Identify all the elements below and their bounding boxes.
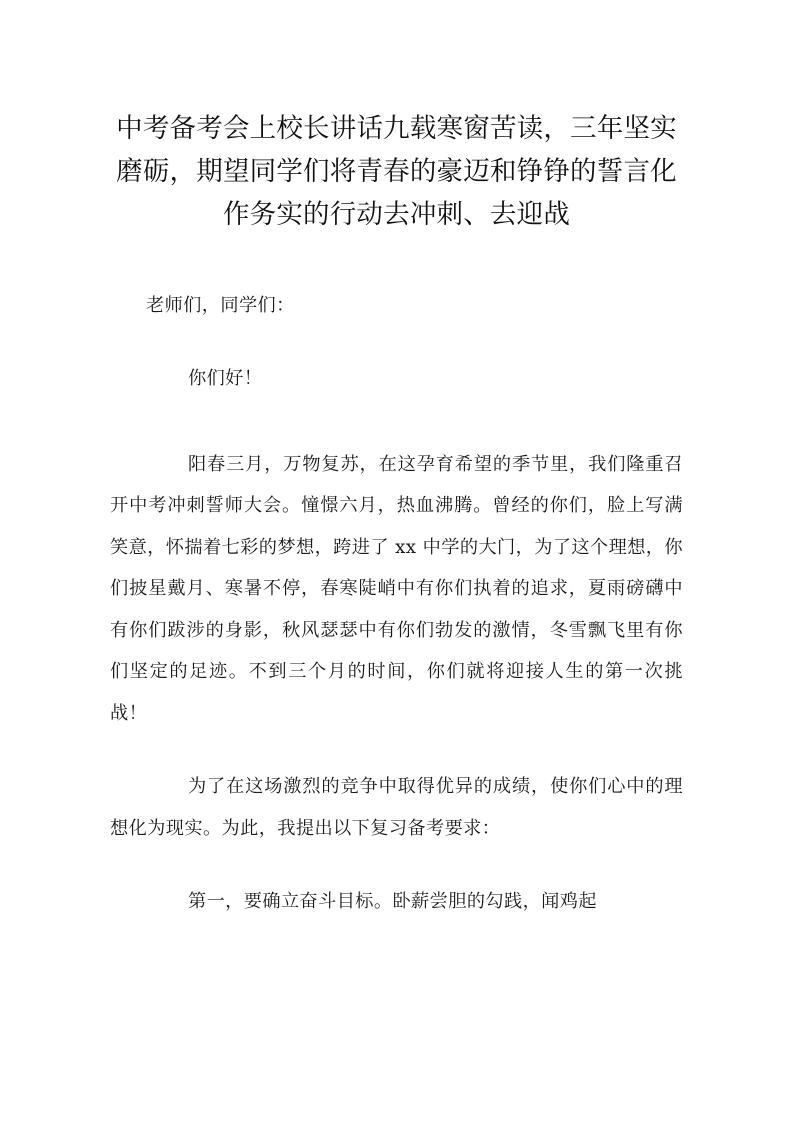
paragraph-salutation: 老师们，同学们： [146,294,295,316]
paragraph-spacer [110,752,683,766]
paragraph-body-3: 第一，要确立奋斗目标。卧薪尝胆的勾践，闻鸡起 [188,891,597,913]
page-title: 中考备考会上校长讲话九载寒窗苦读，三年坚实磨砺，期望同学们将青春的豪迈和铮铮的誓言化作务实的行动去冲刺、去迎战 [116,113,677,230]
paragraph-body-1: 阳春三月，万物复苏，在这孕育希望的季节里，我们隆重召开中考冲刺誓师大会。憧憬六月，热血沸腾。曾经的你们，脸上写满笑意，怀揣着七彩的梦想，跨进了 xx 中学的大门，为了这个理想，你们披星戴月、寒暑不停，春寒陡峭中有你们执着的追求，夏雨磅礴中有你们跋涉的身影，秋风瑟瑟中有你们勃发的激情，冬雪飘飞里有你们坚定的足迹。不到三个月的时间，你们就将迎接人生的第一次挑战！ [110,453,683,724]
paragraph-greeting: 你们好！ [188,368,263,390]
document-body [110,285,683,923]
paragraph-body-2: 为了在这场激烈的竞争中取得优异的成绩，使你们心中的理想化为现实。为此，我提出以下复习备考要求： [110,776,683,839]
paragraph-spacer [110,867,683,881]
paragraph-spacer [110,344,683,358]
paragraph-spacer [110,418,683,444]
